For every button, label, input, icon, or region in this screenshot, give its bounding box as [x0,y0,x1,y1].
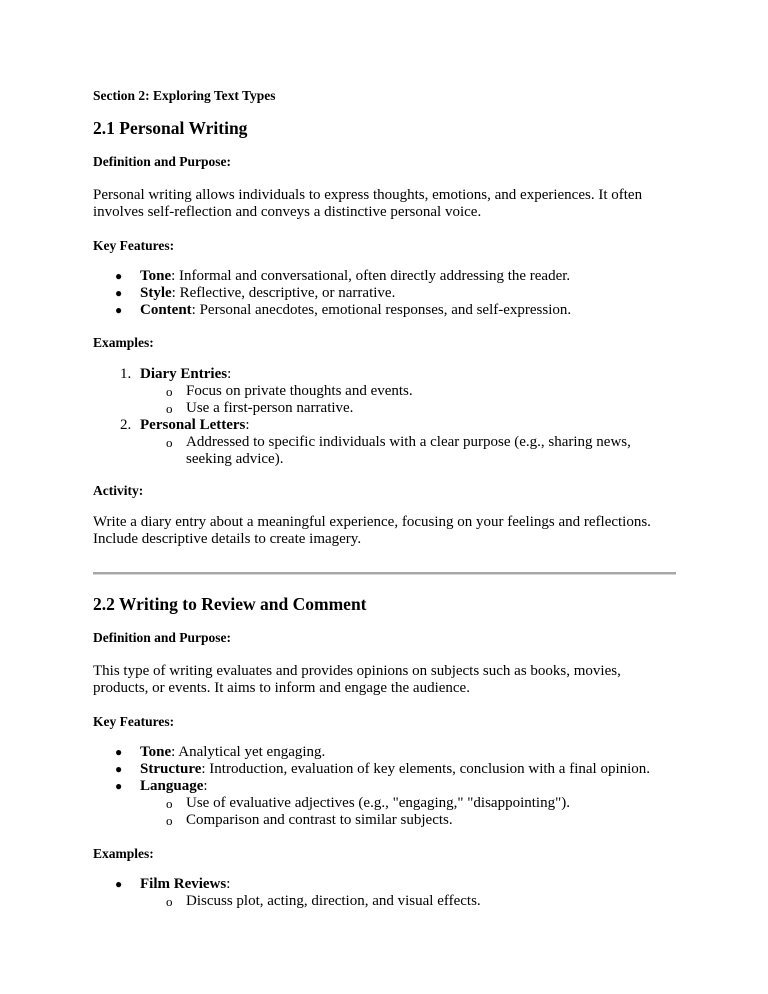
sub-list-item: o Use a first-person narrative. [166,400,354,416]
definition-heading: Definition and Purpose: [93,154,232,169]
examples-heading: Examples: [93,335,154,350]
sub-list-item: seeking advice). [186,451,284,467]
activity-text: Write a diary entry about a meaningful experience, focusing on your feelings and reflections. Include descriptive details to create imagery. [93,514,651,547]
sub-list-item: o Focus on private thoughts and events. [166,383,413,399]
list-item: ● Film Reviews: [115,876,231,892]
sub-list-item: o Comparison and contrast to similar subjects. [166,812,453,828]
key-features-heading: Key Features: [93,714,175,729]
circle-bullet-icon: o [166,796,173,811]
list-item: ● Structure: Introduction, evaluation of key elements, conclusion with a final opinion. [115,761,651,777]
key-features-list [93,744,683,829]
definition-text: This type of writing evaluates and provides opinions on subjects such as books, movies, products, or events. It aims to inform and engage the audience. [93,663,621,696]
examples-list [93,366,678,468]
bullet-icon: ● [115,877,123,891]
list-item: 2. Personal Letters: [120,417,250,433]
list-item: ● Language: [115,778,208,794]
circle-bullet-icon: o [166,401,173,416]
bullet-icon: ● [115,762,123,776]
key-features-list [93,268,678,319]
sub-list-item: o Addressed to specific individuals with a clear purpose (e.g., sharing news, [166,434,631,450]
definition-heading: Definition and Purpose: [93,630,232,645]
heading-review-and-comment: 2.2 Writing to Review and Comment [93,594,367,614]
sub-list-item: o Use of evaluative adjectives (e.g., "engaging," "disappointing"). [166,795,570,811]
circle-bullet-icon: o [166,384,173,399]
circle-bullet-icon: o [166,813,173,828]
bullet-icon: ● [115,745,123,759]
list-item: ● Style: Reflective, descriptive, or narrative. [115,285,396,301]
section-title: Section 2: Exploring Text Types [93,88,276,103]
list-item: ● Content: Personal anecdotes, emotional responses, and self-expression. [115,302,572,318]
horizontal-divider [93,572,676,575]
key-features-heading: Key Features: [93,238,175,253]
list-item: ● Tone: Analytical yet engaging. [115,744,326,760]
circle-bullet-icon: o [166,894,173,909]
bullet-icon: ● [115,269,123,283]
heading-personal-writing: 2.1 Personal Writing [93,118,248,138]
bullet-icon: ● [115,303,123,317]
sub-list-item: o Discuss plot, acting, direction, and visual effects. [166,893,481,909]
definition-text: Personal writing allows individuals to express thoughts, emotions, and experiences. It often involves self-reflection and conveys a distinctive personal voice. [93,187,643,220]
list-item: ● Tone: Informal and conversational, often directly addressing the reader. [115,268,571,284]
examples-list [93,876,678,910]
bullet-icon: ● [115,286,123,300]
list-item: 1. Diary Entries: [120,366,232,382]
activity-heading: Activity: [93,483,144,498]
bullet-icon: ● [115,779,123,793]
circle-bullet-icon: o [166,435,173,450]
examples-heading: Examples: [93,846,154,861]
